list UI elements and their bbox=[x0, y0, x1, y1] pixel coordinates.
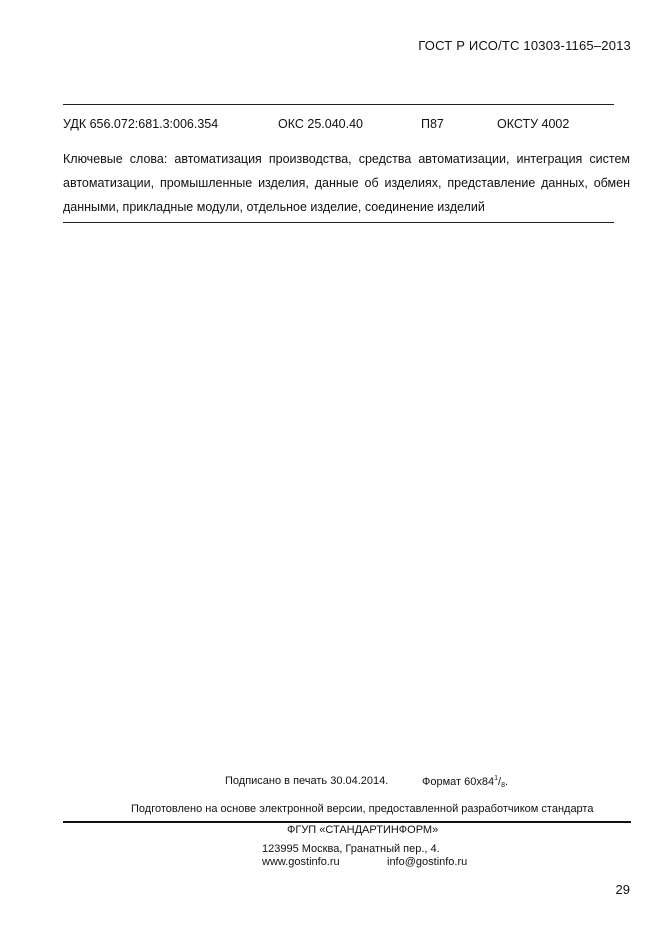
group-code: П87 bbox=[421, 117, 444, 131]
imprint-divider bbox=[63, 821, 631, 823]
top-divider bbox=[63, 104, 614, 105]
standard-code: ГОСТ Р ИСО/ТС 10303-1165–2013 bbox=[418, 38, 631, 53]
oks-code: ОКС 25.040.40 bbox=[278, 117, 363, 131]
signed-date: Подписано в печать 30.04.2014. bbox=[225, 775, 389, 787]
keywords-divider bbox=[63, 222, 614, 223]
prepared-note: Подготовлено на основе электронной версии, предоставленной разработчиком стандарта bbox=[131, 803, 594, 815]
publisher-name: ФГУП «СТАНДАРТИНФОРМ» bbox=[287, 824, 439, 836]
keywords-paragraph: Ключевые слова: автоматизация производства, средства автоматизации, интеграция систем автоматизации, промышленные изделия, данные об изделиях, представление данных, обмен данными, прикладные модули, отдельное изделие, соединение изделий bbox=[63, 152, 630, 214]
publisher-email: info@gostinfo.ru bbox=[387, 856, 468, 868]
publisher-website: www.gostinfo.ru bbox=[262, 856, 340, 868]
page-number: 29 bbox=[615, 882, 630, 897]
udk-code: УДК 656.072:681.3:006.354 bbox=[63, 117, 219, 131]
paper-format: Формат $60х84^1/_8$. bbox=[422, 775, 509, 789]
publisher-address: 123995 Москва, Гранатный пер., 4. bbox=[262, 843, 440, 855]
okstu-code: ОКСТУ 4002 bbox=[497, 117, 570, 131]
